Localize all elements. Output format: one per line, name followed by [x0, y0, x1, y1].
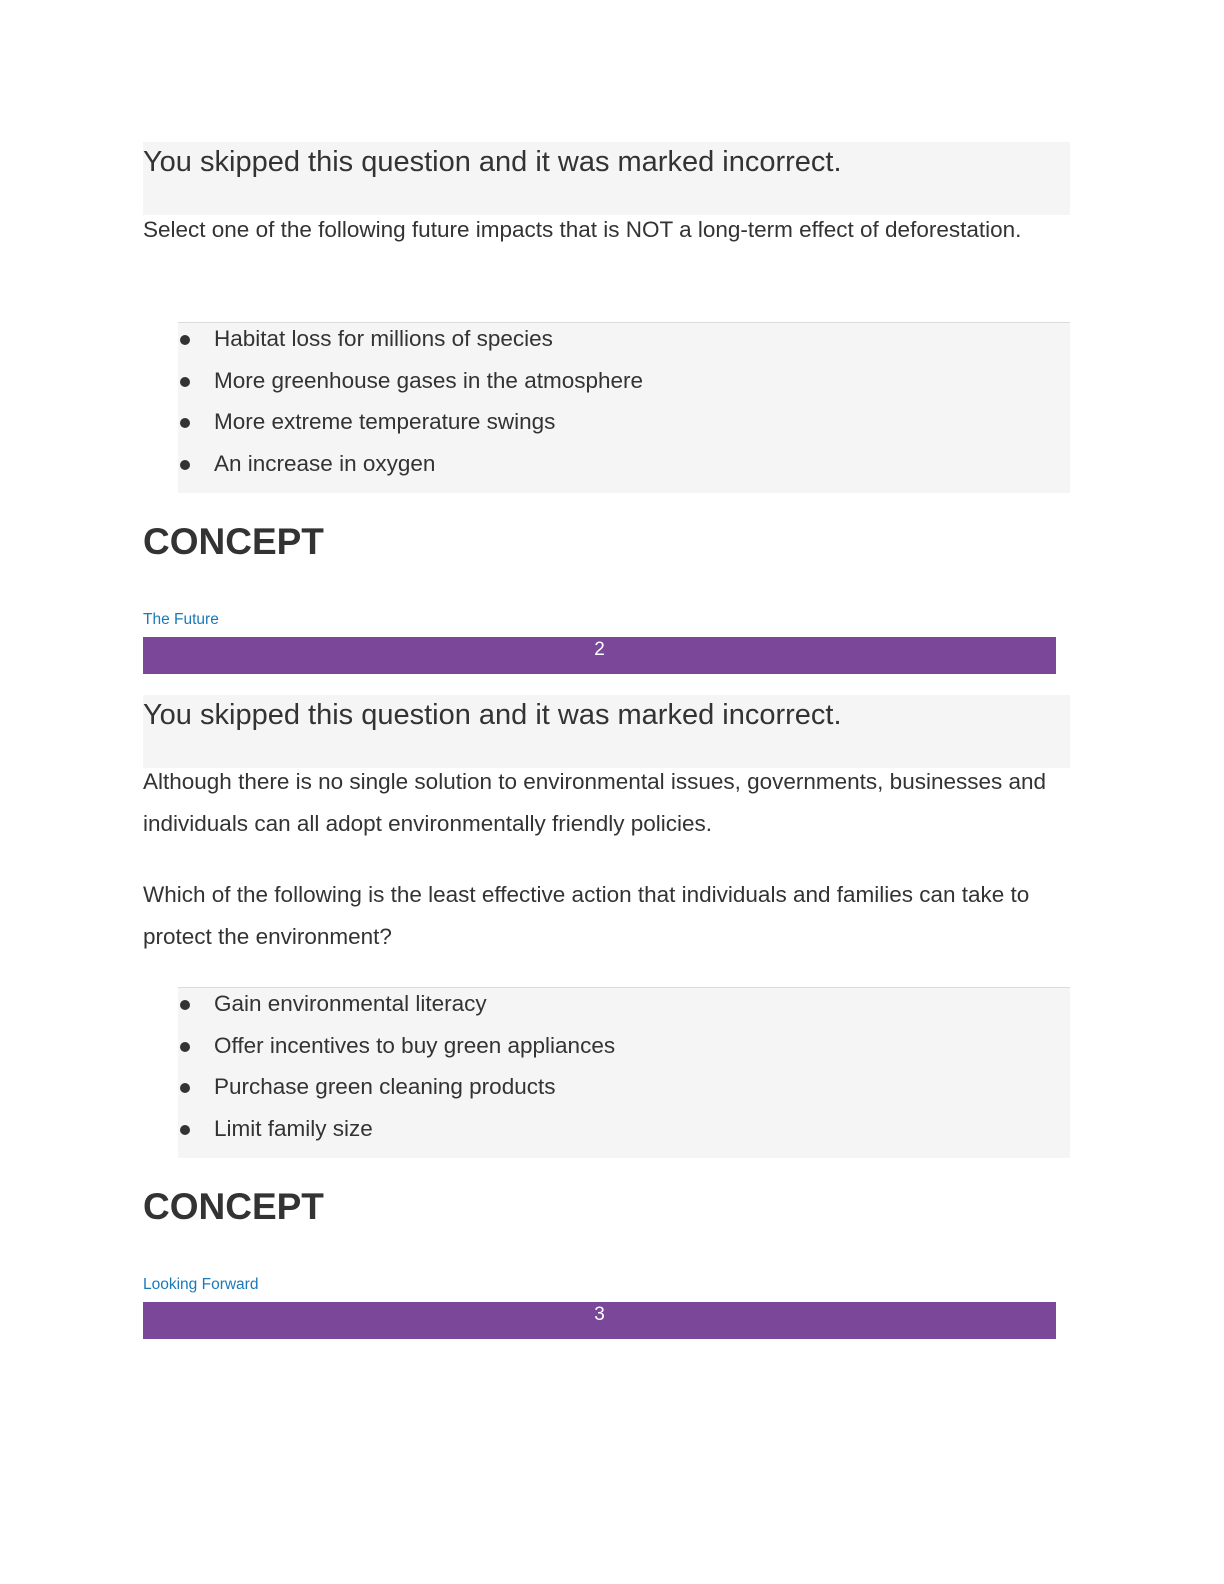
concept-link[interactable]: The Future	[143, 611, 219, 628]
concept-heading: CONCEPT	[143, 521, 324, 562]
answer-choice[interactable]: Offer incentives to buy green appliances	[178, 1031, 1070, 1073]
bullet-icon	[180, 418, 190, 428]
question-prompt: Select one of the following future impacts that is NOT a long-term effect of deforestation.	[143, 217, 1022, 242]
question-number: 3	[594, 1304, 605, 1325]
answer-choices-list	[178, 987, 1070, 1158]
bullet-icon	[180, 460, 190, 470]
answer-choice[interactable]: More extreme temperature swings	[178, 407, 1070, 449]
bullet-icon	[180, 335, 190, 345]
question-number-bar	[143, 1302, 1056, 1339]
question-status-banner	[143, 695, 1070, 768]
bullet-icon	[180, 1083, 190, 1093]
bullet-icon	[180, 1125, 190, 1135]
concept-heading: CONCEPT	[143, 1186, 324, 1227]
answer-choice[interactable]: Limit family size	[178, 1114, 1070, 1156]
answer-choice[interactable]: Gain environmental literacy	[178, 989, 1070, 1031]
status-text: You skipped this question and it was marked incorrect.	[143, 146, 842, 178]
bullet-icon	[180, 377, 190, 387]
answer-choice[interactable]: An increase in oxygen	[178, 449, 1070, 491]
question-number-bar	[143, 637, 1056, 674]
bullet-icon	[180, 1042, 190, 1052]
bullet-icon	[180, 1000, 190, 1010]
question-prompt: Which of the following is the least effective action that individuals and families can take to protect the environment?	[143, 882, 1030, 949]
answer-choice[interactable]: More greenhouse gases in the atmosphere	[178, 366, 1070, 408]
answer-choice[interactable]: Habitat loss for millions of species	[178, 324, 1070, 366]
status-text: You skipped this question and it was marked incorrect.	[143, 699, 842, 731]
answer-choices-list	[178, 322, 1070, 493]
answer-choice[interactable]: Purchase green cleaning products	[178, 1072, 1070, 1114]
concept-link[interactable]: Looking Forward	[143, 1276, 259, 1293]
question-intro: Although there is no single solution to environmental issues, governments, businesses and individuals can all adopt environmentally friendly policies.	[143, 769, 1047, 836]
question-status-banner	[143, 142, 1070, 215]
question-number: 2	[594, 639, 605, 660]
